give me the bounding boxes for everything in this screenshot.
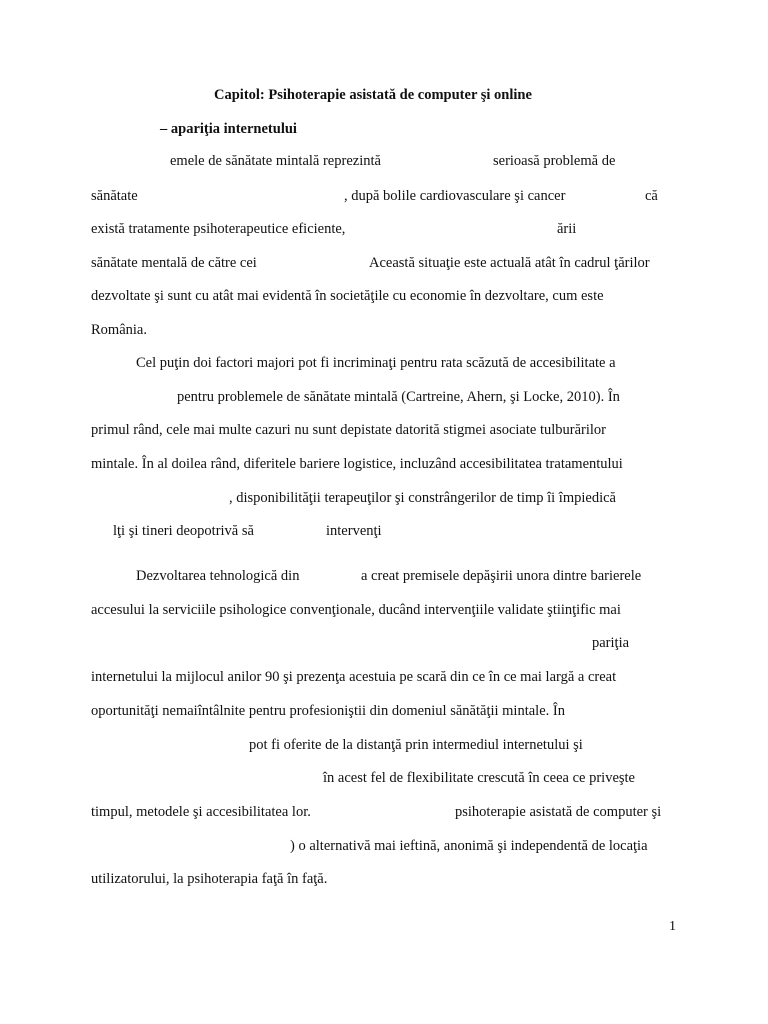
text-fragment: psihoterapie asistată de computer şi <box>455 804 662 820</box>
text-fragment: timpul, metodele şi accesibilitatea lor. <box>91 804 311 820</box>
text-fragment: a creat premisele depăşirii unora dintre barierele <box>361 568 642 584</box>
text-line: oportunităţi nemaiîntâlnite pentru profesioniştii din domeniul sănătăţii mintale. În <box>91 703 565 719</box>
text-fragment: ării <box>557 221 577 237</box>
text-fragment: pot fi oferite de la distanţă prin intermediul internetului şi <box>249 737 583 753</box>
text-line: accesului la serviciile psihologice convenţionale, ducând intervenţiile validate ştiinţific mai <box>91 602 621 618</box>
text-fragment: Această situaţie este actuală atât în cadrul ţărilor <box>369 255 650 271</box>
text-fragment: există tratamente psihoterapeutice eficiente, <box>91 221 346 237</box>
text-fragment: serioasă problemă de <box>493 153 616 169</box>
text-line: utilizatorului, la psihoterapia faţă în faţă. <box>91 871 328 887</box>
text-fragment: ) o alternativă mai ieftină, anonimă şi independentă de locaţia <box>290 838 648 854</box>
page-number: 1 <box>669 919 676 934</box>
text-fragment: în acest fel de flexibilitate crescută în ceea ce priveşte <box>323 770 635 786</box>
text-line: mintale. În al doilea rând, diferitele bariere logistice, incluzând accesibilitatea tratamentului <box>91 456 623 472</box>
text-line: Cel puţin doi factori majori pot fi incriminaţi pentru rata scăzută de accesibilitate a <box>136 355 616 371</box>
text-fragment: sănătate <box>91 188 138 204</box>
text-fragment: sănătate mentală de către cei <box>91 255 257 271</box>
text-fragment: , după bolile cardiovasculare şi cancer <box>344 188 566 204</box>
text-fragment: intervenţi <box>326 523 382 539</box>
text-line: internetului la mijlocul anilor 90 şi prezenţa acestuia pe scară din ce în ce mai largă a creat <box>91 669 617 685</box>
text-line: primul rând, cele mai multe cazuri nu sunt depistate datorită stigmei asociate tulburărilor <box>91 422 606 438</box>
text-fragment: pariţia <box>592 635 630 651</box>
chapter-title: Capitol: Psihoterapie asistată de computer şi online <box>214 87 532 103</box>
text-fragment: Dezvoltarea tehnologică din <box>136 568 300 584</box>
text-fragment: emele de sănătate mintală reprezintă <box>170 153 381 169</box>
text-line: dezvoltate şi sunt cu atât mai evidentă în societăţile cu economie în dezvoltare, cum este <box>91 288 604 304</box>
text-line: pentru problemele de sănătate mintală (Cartreine, Ahern, şi Locke, 2010). În <box>177 389 620 405</box>
text-line: , disponibilităţii terapeuţilor şi constrângerilor de timp îi împiedică <box>229 490 616 506</box>
text-fragment: lţi şi tineri deopotrivă să <box>113 523 254 539</box>
text-fragment: că <box>645 188 658 204</box>
text-line: România. <box>91 322 147 338</box>
chapter-subtitle: – apariţia internetului <box>160 121 297 137</box>
